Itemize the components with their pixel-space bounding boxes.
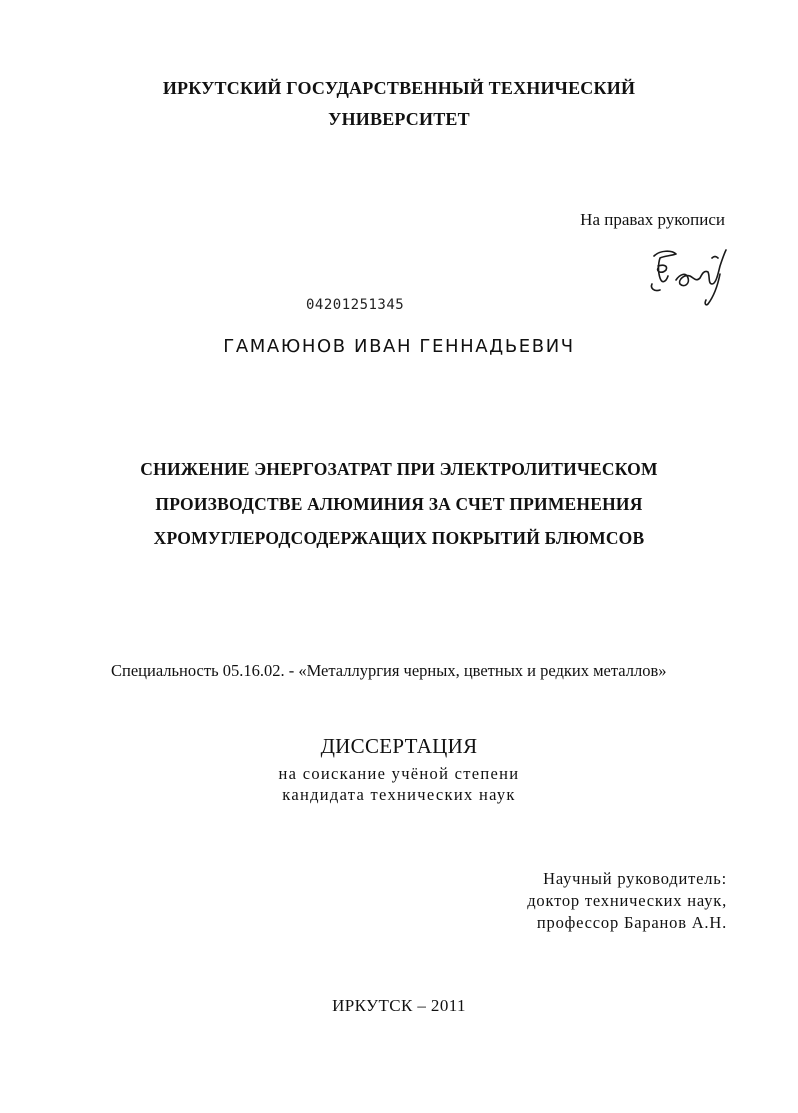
thesis-title-line1: СНИЖЕНИЕ ЭНЕРГОЗАТРАТ ПРИ ЭЛЕКТРОЛИТИЧЕСКОМ	[140, 459, 658, 479]
degree-line2: кандидата технических наук	[282, 785, 516, 804]
author-name: ГАМАЮНОВ ИВАН ГЕННАДЬЕВИЧ	[223, 336, 575, 357]
manuscript-rights-note: На правах рукописи	[580, 210, 725, 229]
city-year: ИРКУТСК – 2011	[332, 996, 466, 1015]
handwritten-signature	[646, 244, 736, 310]
university-name-line1: ИРКУТСКИЙ ГОСУДАРСТВЕННЫЙ ТЕХНИЧЕСКИЙ	[162, 78, 636, 98]
supervisor-degree: доктор технических наук,	[527, 891, 727, 910]
registration-number: 04201251345	[306, 297, 405, 313]
supervisor-name: профессор Баранов А.Н.	[536, 913, 727, 932]
degree-line1: на соискание учёной степени	[278, 764, 520, 783]
thesis-title-line2: ПРОИЗВОДСТВЕ АЛЮМИНИЯ ЗА СЧЕТ ПРИМЕНЕНИЯ	[155, 494, 643, 514]
document-type: ДИССЕРТАЦИЯ	[320, 734, 478, 758]
university-name-line2: УНИВЕРСИТЕТ	[328, 109, 470, 129]
specialty-statement: Специальность 05.16.02. - «Металлургия черных, цветных и редких металлов»	[111, 661, 667, 680]
supervisor-label: Научный руководитель:	[543, 869, 727, 888]
thesis-title-line3: ХРОМУГЛЕРОДСОДЕРЖАЩИХ ПОКРЫТИЙ БЛЮМСОВ	[153, 528, 645, 548]
